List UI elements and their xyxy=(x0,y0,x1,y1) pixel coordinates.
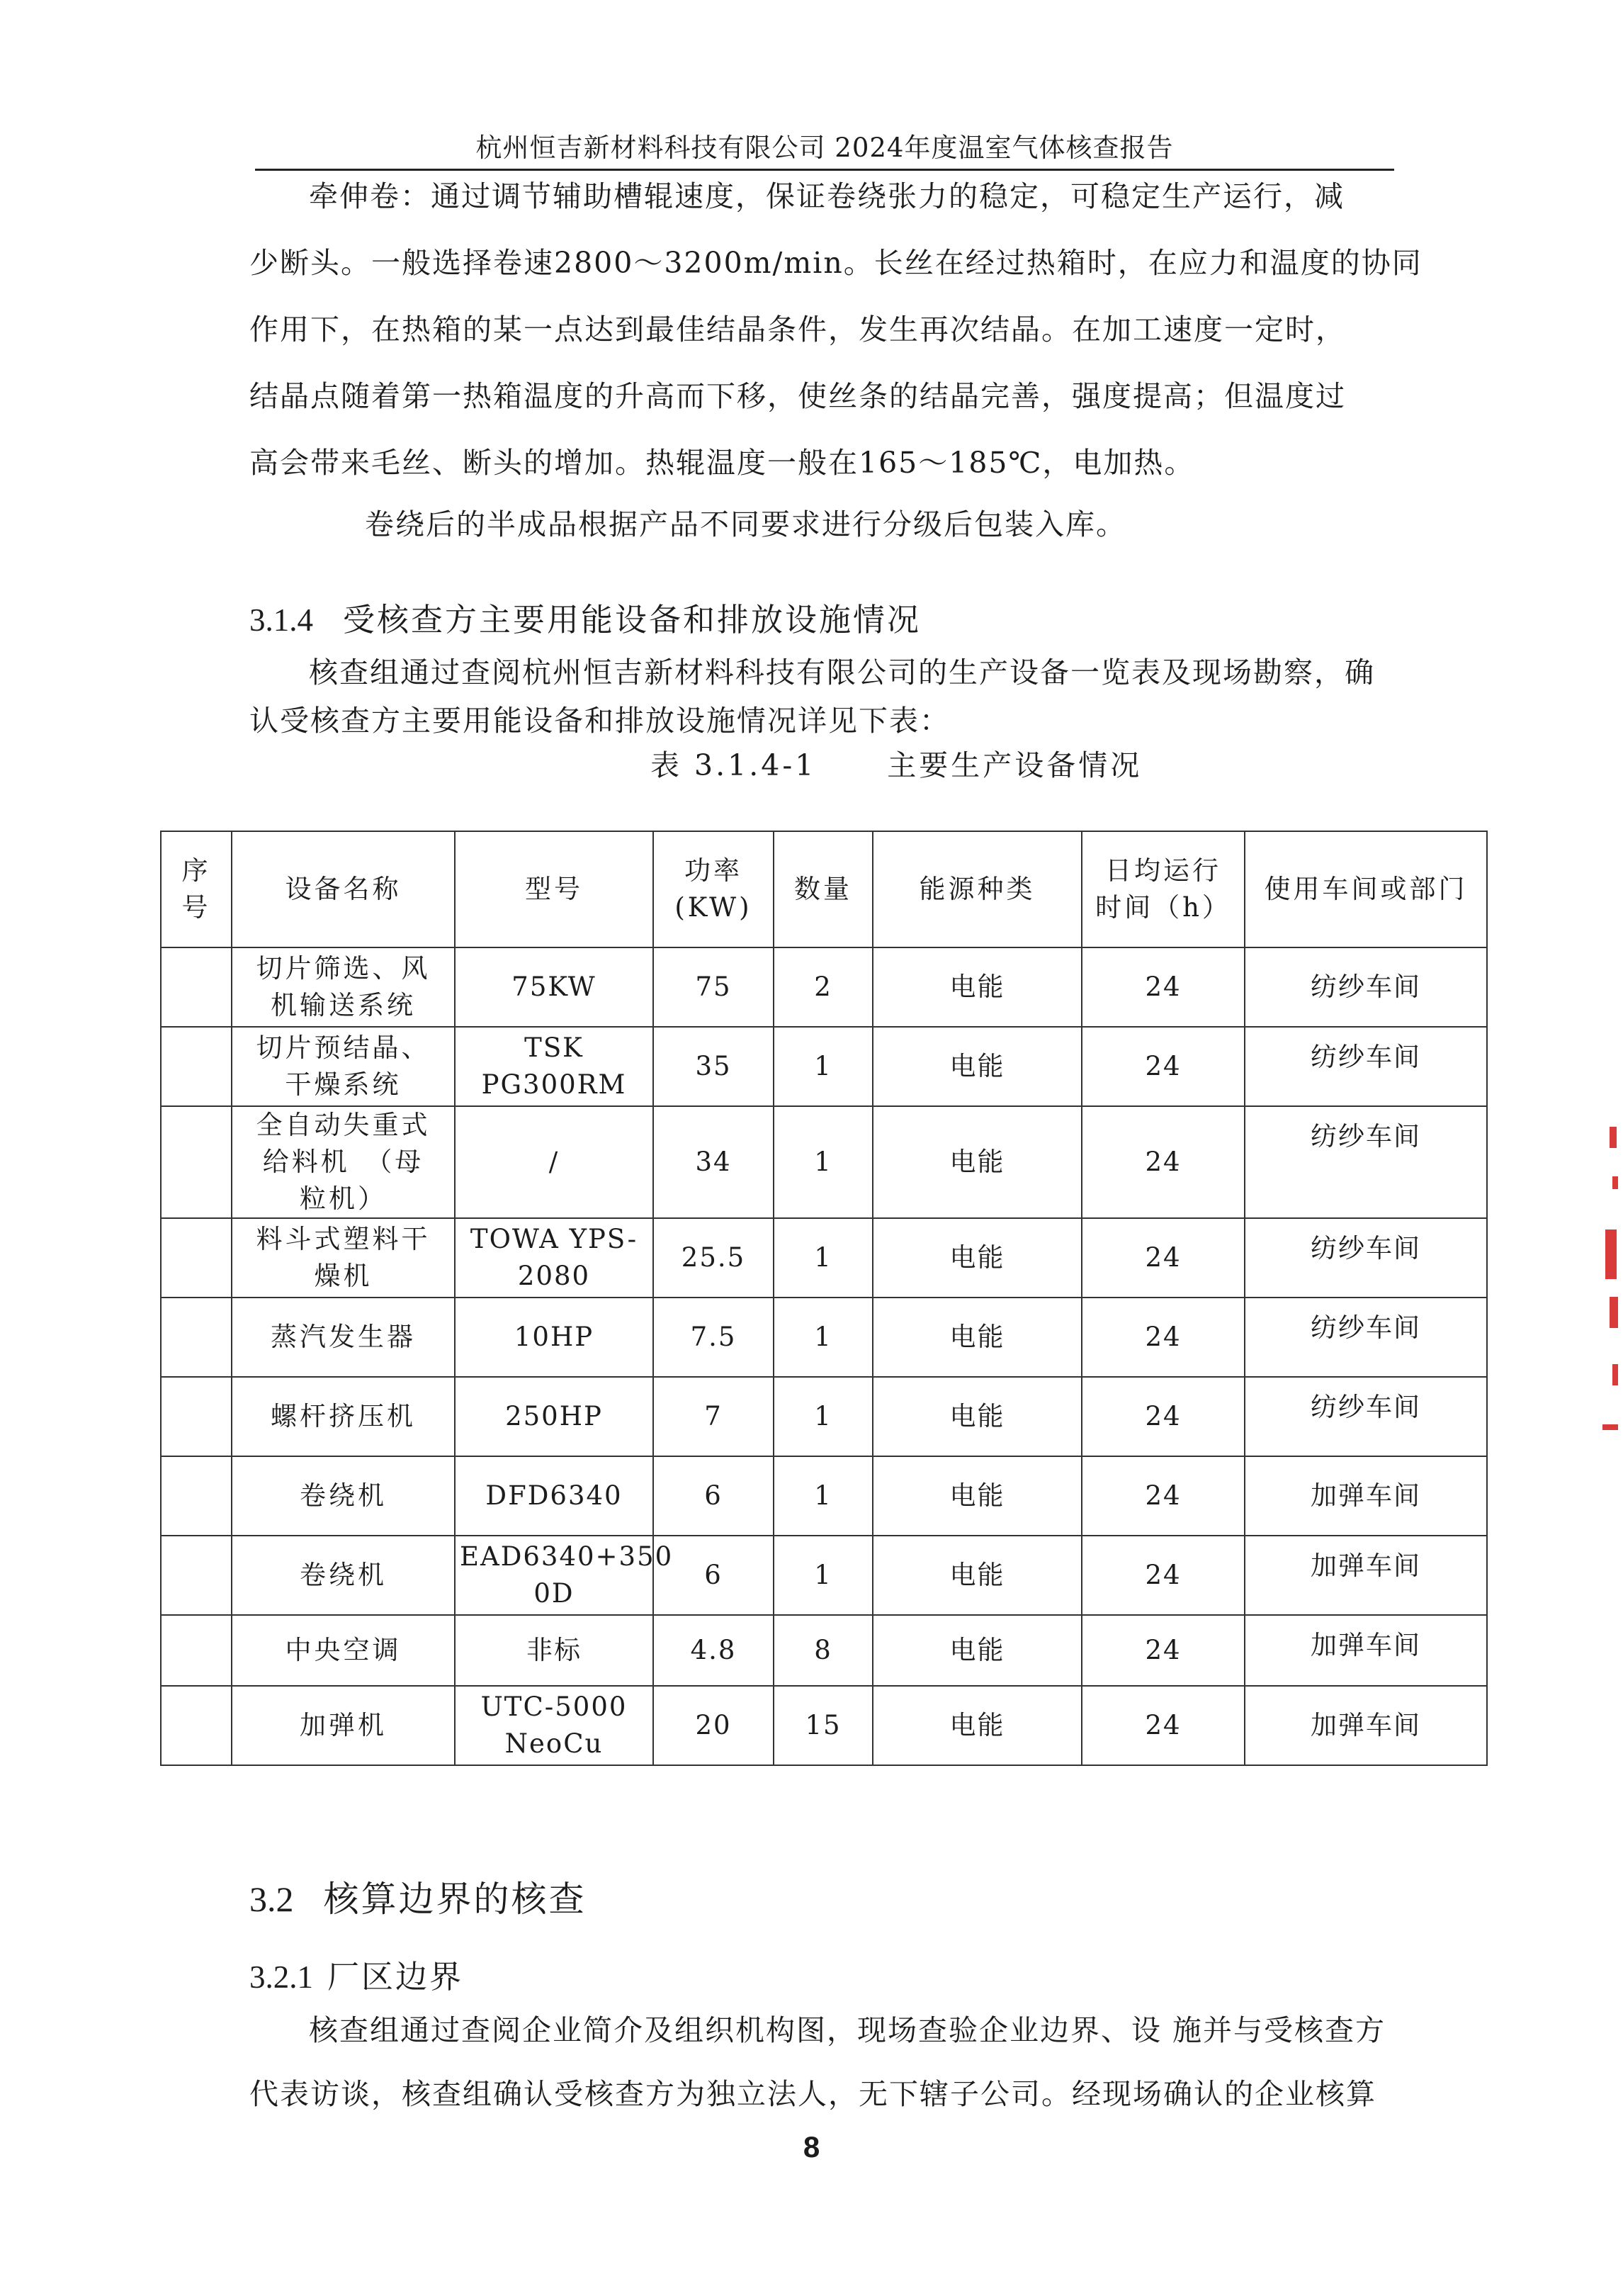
cell-energy: 电能 xyxy=(873,1218,1082,1298)
table-header-row xyxy=(161,831,1487,947)
section-heading-3-2 xyxy=(249,1878,587,1920)
cell-power: 25.5 xyxy=(653,1218,774,1298)
cell-energy: 电能 xyxy=(873,1377,1082,1456)
table-caption-number: 表 3.1.4-1 xyxy=(650,748,817,782)
cell-model: 75KW xyxy=(455,947,653,1027)
cell-power: 6 xyxy=(653,1536,774,1615)
cell-name: 切片预结晶、 干燥系统 xyxy=(232,1027,455,1106)
table-row xyxy=(161,1686,1487,1765)
cell-energy: 电能 xyxy=(873,1027,1082,1106)
cell-dept: 加弹车间 xyxy=(1245,1456,1487,1536)
header-name: 设备名称 xyxy=(232,831,455,947)
seal-fragment xyxy=(1605,1229,1617,1279)
cell-dept: 纺纱车间 xyxy=(1245,1377,1487,1456)
paragraph-line: 核查组通过查阅企业简介及组织机构图，现场查验企业边界、设 施并与受核查方 xyxy=(309,2013,1386,2047)
cell-hours: 24 xyxy=(1082,947,1245,1027)
header-seq: 序 号 xyxy=(161,831,232,947)
cell-seq xyxy=(161,1615,232,1686)
cell-dept: 加弹车间 xyxy=(1245,1615,1487,1686)
cell-power: 75 xyxy=(653,947,774,1027)
cell-power: 6 xyxy=(653,1456,774,1536)
paragraph-line: 认受核查方主要用能设备和排放设施情况详见下表： xyxy=(249,704,950,738)
cell-hours: 24 xyxy=(1082,1106,1245,1218)
section-number: 3.1.4 xyxy=(249,602,313,638)
cell-name: 中央空调 xyxy=(232,1615,455,1686)
cell-hours: 24 xyxy=(1082,1536,1245,1615)
cell-dept: 纺纱车间 xyxy=(1245,947,1487,1027)
cell-name: 卷绕机 xyxy=(232,1456,455,1536)
cell-dept: 纺纱车间 xyxy=(1245,1106,1487,1218)
cell-seq xyxy=(161,1686,232,1765)
table-row xyxy=(161,1218,1487,1298)
cell-hours: 24 xyxy=(1082,1218,1245,1298)
paragraph-equipment-intro xyxy=(249,648,1482,745)
header-energy: 能源种类 xyxy=(873,831,1082,947)
table-row xyxy=(161,947,1487,1027)
cell-seq xyxy=(161,1106,232,1218)
cell-energy: 电能 xyxy=(873,1536,1082,1615)
cell-energy: 电能 xyxy=(873,1615,1082,1686)
cell-qty: 1 xyxy=(774,1298,873,1377)
cell-qty: 1 xyxy=(774,1106,873,1218)
section-number: 3.2.1 xyxy=(249,1959,313,1995)
cell-model: TSK PG300RM xyxy=(455,1027,653,1106)
cell-seq xyxy=(161,1456,232,1536)
cell-name: 切片筛选、风 机输送系统 xyxy=(232,947,455,1027)
seal-fragment xyxy=(1612,1364,1618,1385)
paragraph-line: 少断头。一般选择卷速2800～3200m/min。长丝在经过热箱时，在应力和温度的协同 xyxy=(249,246,1423,280)
paragraph-line: 卷绕后的半成品根据产品不同要求进行分级后包装入库。 xyxy=(365,507,1126,541)
cell-seq xyxy=(161,1536,232,1615)
paragraph-packaging xyxy=(365,491,1597,558)
cell-power: 4.8 xyxy=(653,1615,774,1686)
cell-model: 非标 xyxy=(455,1615,653,1686)
section-title: 受核查方主要用能设备和排放设施情况 xyxy=(343,601,922,638)
cell-dept: 加弹车间 xyxy=(1245,1686,1487,1765)
cell-model: DFD6340 xyxy=(455,1456,653,1536)
page-number: 8 xyxy=(803,2130,820,2163)
paragraph-line: 牵伸卷：通过调节辅助槽辊速度，保证卷绕张力的稳定，可稳定生产运行，减 xyxy=(309,179,1345,213)
cell-energy: 电能 xyxy=(873,1456,1082,1536)
table-row xyxy=(161,1106,1487,1218)
header-qty: 数量 xyxy=(774,831,873,947)
header-hours: 日均运行 时间（h） xyxy=(1082,831,1245,947)
seal-fragment xyxy=(1612,1176,1618,1189)
paragraph-line: 作用下，在热箱的某一点达到最佳结晶条件，发生再次结晶。在加工速度一定时， xyxy=(249,313,1346,347)
table-row xyxy=(161,1536,1487,1615)
seal-fragment xyxy=(1610,1297,1618,1328)
cell-dept: 纺纱车间 xyxy=(1245,1027,1487,1106)
cell-hours: 24 xyxy=(1082,1456,1245,1536)
section-heading-3-2-1 xyxy=(249,1956,463,1998)
paragraph-boundary xyxy=(249,1998,1482,2126)
cell-seq xyxy=(161,947,232,1027)
seal-fragment xyxy=(1610,1127,1617,1148)
cell-hours: 24 xyxy=(1082,1615,1245,1686)
cell-hours: 24 xyxy=(1082,1027,1245,1106)
cell-seq xyxy=(161,1298,232,1377)
paragraph-line: 高会带来毛丝、断头的增加。热辊温度一般在165～185℃，电加热。 xyxy=(249,446,1195,480)
cell-name: 加弹机 xyxy=(232,1686,455,1765)
cell-name: 全自动失重式 给料机 （母 粒机） xyxy=(232,1106,455,1218)
cell-qty: 1 xyxy=(774,1536,873,1615)
table-caption xyxy=(650,744,1142,787)
cell-qty: 1 xyxy=(774,1027,873,1106)
section-number: 3.2 xyxy=(249,1879,294,1919)
table-body xyxy=(161,947,1487,1765)
cell-name: 螺杆挤压机 xyxy=(232,1377,455,1456)
section-title: 核算边界的核查 xyxy=(323,1879,587,1920)
cell-power: 20 xyxy=(653,1686,774,1765)
seal-fragment xyxy=(1602,1424,1618,1430)
cell-qty: 15 xyxy=(774,1686,873,1765)
cell-dept: 加弹车间 xyxy=(1245,1536,1487,1615)
table-row xyxy=(161,1027,1487,1106)
cell-dept: 纺纱车间 xyxy=(1245,1218,1487,1298)
paragraph-line: 核查组通过查阅杭州恒吉新材料科技有限公司的生产设备一览表及现场勘察，确 xyxy=(309,655,1375,690)
cell-name: 蒸汽发生器 xyxy=(232,1298,455,1377)
table-row xyxy=(161,1615,1487,1686)
cell-model: 250HP xyxy=(455,1377,653,1456)
cell-name: 卷绕机 xyxy=(232,1536,455,1615)
header-model: 型号 xyxy=(455,831,653,947)
cell-energy: 电能 xyxy=(873,1106,1082,1218)
cell-qty: 1 xyxy=(774,1377,873,1456)
cell-hours: 24 xyxy=(1082,1377,1245,1456)
section-title: 厂区边界 xyxy=(327,1958,464,1996)
paragraph-drawing-winding xyxy=(249,163,1482,496)
cell-power: 7 xyxy=(653,1377,774,1456)
page-header: 杭州恒吉新材料科技有限公司 2024年度温室气体核查报告 xyxy=(475,133,1174,163)
header-power: 功率 (KW) xyxy=(653,831,774,947)
section-heading-3-1-4 xyxy=(249,599,921,641)
cell-qty: 1 xyxy=(774,1218,873,1298)
cell-model: TOWA YPS- 2080 xyxy=(455,1218,653,1298)
paragraph-line: 代表访谈，核查组确认受核查方为独立法人，无下辖子公司。经现场确认的企业核算 xyxy=(249,2077,1376,2111)
cell-seq xyxy=(161,1027,232,1106)
cell-energy: 电能 xyxy=(873,1686,1082,1765)
table-caption-title: 主要生产设备情况 xyxy=(887,748,1143,782)
cell-model: UTC-5000 NeoCu xyxy=(455,1686,653,1765)
cell-seq xyxy=(161,1218,232,1298)
cell-seq xyxy=(161,1377,232,1456)
cell-model: EAD6340+350 0D xyxy=(455,1536,653,1615)
cell-hours: 24 xyxy=(1082,1298,1245,1377)
cell-power: 7.5 xyxy=(653,1298,774,1377)
cell-dept: 纺纱车间 xyxy=(1245,1298,1487,1377)
cell-model: / xyxy=(455,1106,653,1218)
cell-model: 10HP xyxy=(455,1298,653,1377)
cell-name: 料斗式塑料干 燥机 xyxy=(232,1218,455,1298)
cell-hours: 24 xyxy=(1082,1686,1245,1765)
cell-qty: 8 xyxy=(774,1615,873,1686)
cell-qty: 1 xyxy=(774,1456,873,1536)
cell-power: 34 xyxy=(653,1106,774,1218)
table-row xyxy=(161,1456,1487,1536)
table-row xyxy=(161,1298,1487,1377)
table-row xyxy=(161,1377,1487,1456)
equipment-table xyxy=(160,831,1488,1766)
cell-energy: 电能 xyxy=(873,947,1082,1027)
paragraph-line: 结晶点随着第一热箱温度的升高而下移，使丝条的结晶完善，强度提高；但温度过 xyxy=(249,379,1346,413)
cell-qty: 2 xyxy=(774,947,873,1027)
header-dept: 使用车间或部门 xyxy=(1245,831,1487,947)
cell-energy: 电能 xyxy=(873,1298,1082,1377)
cell-power: 35 xyxy=(653,1027,774,1106)
